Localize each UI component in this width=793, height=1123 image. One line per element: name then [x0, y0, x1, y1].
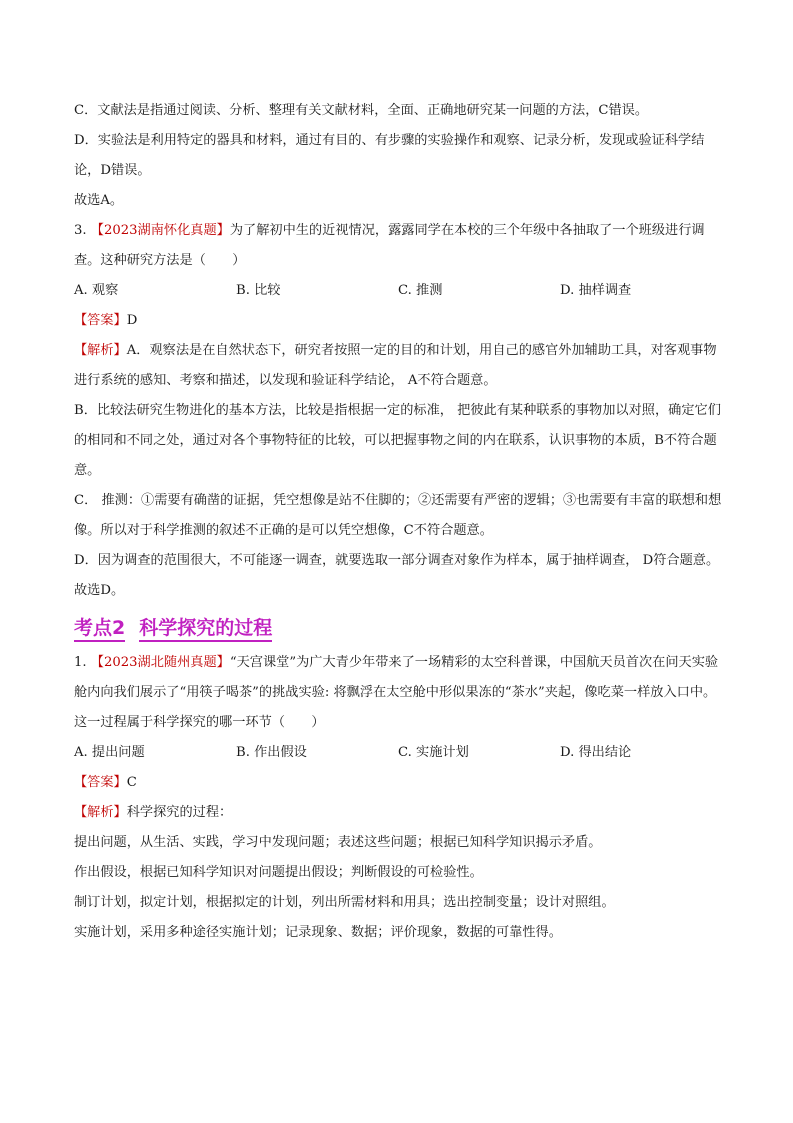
option-d-explanation: D．实验法是利用特定的器具和材料，通过有目的、有步骤的实验操作和观察、记录分析，发现或验证科学结论，D错误。: [74, 133, 705, 178]
question-1-analysis-step-2: 作出假设，根据已知科学知识对问题提出假设；判断假设的可检验性。: [74, 865, 483, 880]
answer-value: D: [126, 313, 138, 328]
question-3-analysis-a: [74, 336, 724, 396]
option-b: B. 比较: [236, 283, 281, 298]
document-body: [74, 96, 724, 948]
question-1-options: [74, 738, 724, 768]
option-a: A. 提出问题: [74, 745, 145, 760]
question-3-analysis-c: C． 推测：①需要有确凿的证据，凭空想像是站不住脚的；②还需要有严密的逻辑；③也需要有丰富的联想和想像。所以对于科学推测的叙述不正确的是可以凭空想像，C不符合题意。: [74, 493, 722, 538]
option-d: D. 抽样调查: [560, 283, 632, 298]
option-a: A. 观察: [74, 283, 119, 298]
question-3-analysis-b: B．比较法研究生物进化的基本方法，比较是指根据一定的标准， 把彼此有某种联系的事物加以对照，确定它们的相同和不同之处，通过对各个事物特征的比较，可以把握事物之间的内在联系，认识事物的本质，B不符合题意。: [74, 403, 721, 478]
section-number: 考点2: [74, 617, 125, 642]
analysis-tag: 【解析】: [74, 343, 127, 358]
option-c: C. 推测: [398, 283, 443, 298]
choose-answer-line: 故选A。: [74, 193, 124, 208]
question-text: “天宫课堂”为广大青少年带来了一场精彩的太空科普课，中国航天员首次在问天实验舱内向我们展示了“用筷子喝茶”的挑战实验: 将飘浮在太空舱中形似果冻的“茶水”夹起，像吃菜一样放入口中。这一过程属于科学探究的哪一环节（ ）: [74, 655, 719, 730]
question-3-options: [74, 276, 724, 306]
question-text: 为了解初中生的近视情况，露露同学在本校的三个年级中各抽取了一个班级进行调查。这种研究方法是（ ）: [74, 223, 705, 268]
question-3: [74, 216, 724, 276]
question-1-analysis-intro: [74, 798, 724, 828]
section-heading: [74, 610, 724, 646]
option-c-explanation: C．文献法是指通过阅读、分析、整理有关文献材料，全面、正确地研究某一问题的方法，C错误。: [74, 103, 649, 118]
question-3-final: 故选D。: [74, 583, 125, 598]
option-c: C. 实施计划: [398, 745, 469, 760]
analysis-text: A．观察法是在自然状态下，研究者按照一定的目的和计划，用自己的感官外加辅助工具，对客观事物进行系统的感知、考察和描述，以发现和验证科学结论， A不符合题意。: [74, 343, 717, 388]
question-number: 3.: [74, 223, 91, 238]
answer-value: C: [126, 775, 137, 790]
question-1-analysis-step-4: 实施计划，采用多种途径实施计划；记录现象、数据；评价现象，数据的可靠性得。: [74, 925, 562, 940]
analysis-text: 科学探究的过程：: [126, 805, 233, 820]
question-1-answer: [74, 768, 724, 798]
question-source-tag: 【2023湖南怀化真题】: [90, 223, 230, 238]
question-1: [74, 648, 724, 738]
option-b: B. 作出假设: [236, 745, 307, 760]
answer-tag: 【答案】: [74, 775, 127, 790]
option-d: D. 得出结论: [560, 745, 632, 760]
analysis-tag: 【解析】: [74, 805, 127, 820]
question-1-analysis-step-1: 提出问题，从生活、实践，学习中发现问题；表述这些问题；根据已知科学知识揭示矛盾。: [74, 835, 602, 850]
question-source-tag: 【2023湖北随州真题】: [90, 655, 230, 670]
question-1-analysis-step-3: 制订计划，拟定计划，根据拟定的计划，列出所需材料和用具；选出控制变量；设计对照组。: [74, 895, 615, 910]
question-number: 1.: [74, 655, 91, 670]
question-3-answer: [74, 306, 724, 336]
section-title: 科学探究的过程: [139, 617, 272, 642]
answer-tag: 【答案】: [74, 313, 127, 328]
question-3-analysis-d: D．因为调查的范围很大，不可能逐一调查，就要选取一部分调查对象作为样本，属于抽样调查， D符合题意。: [74, 553, 720, 568]
